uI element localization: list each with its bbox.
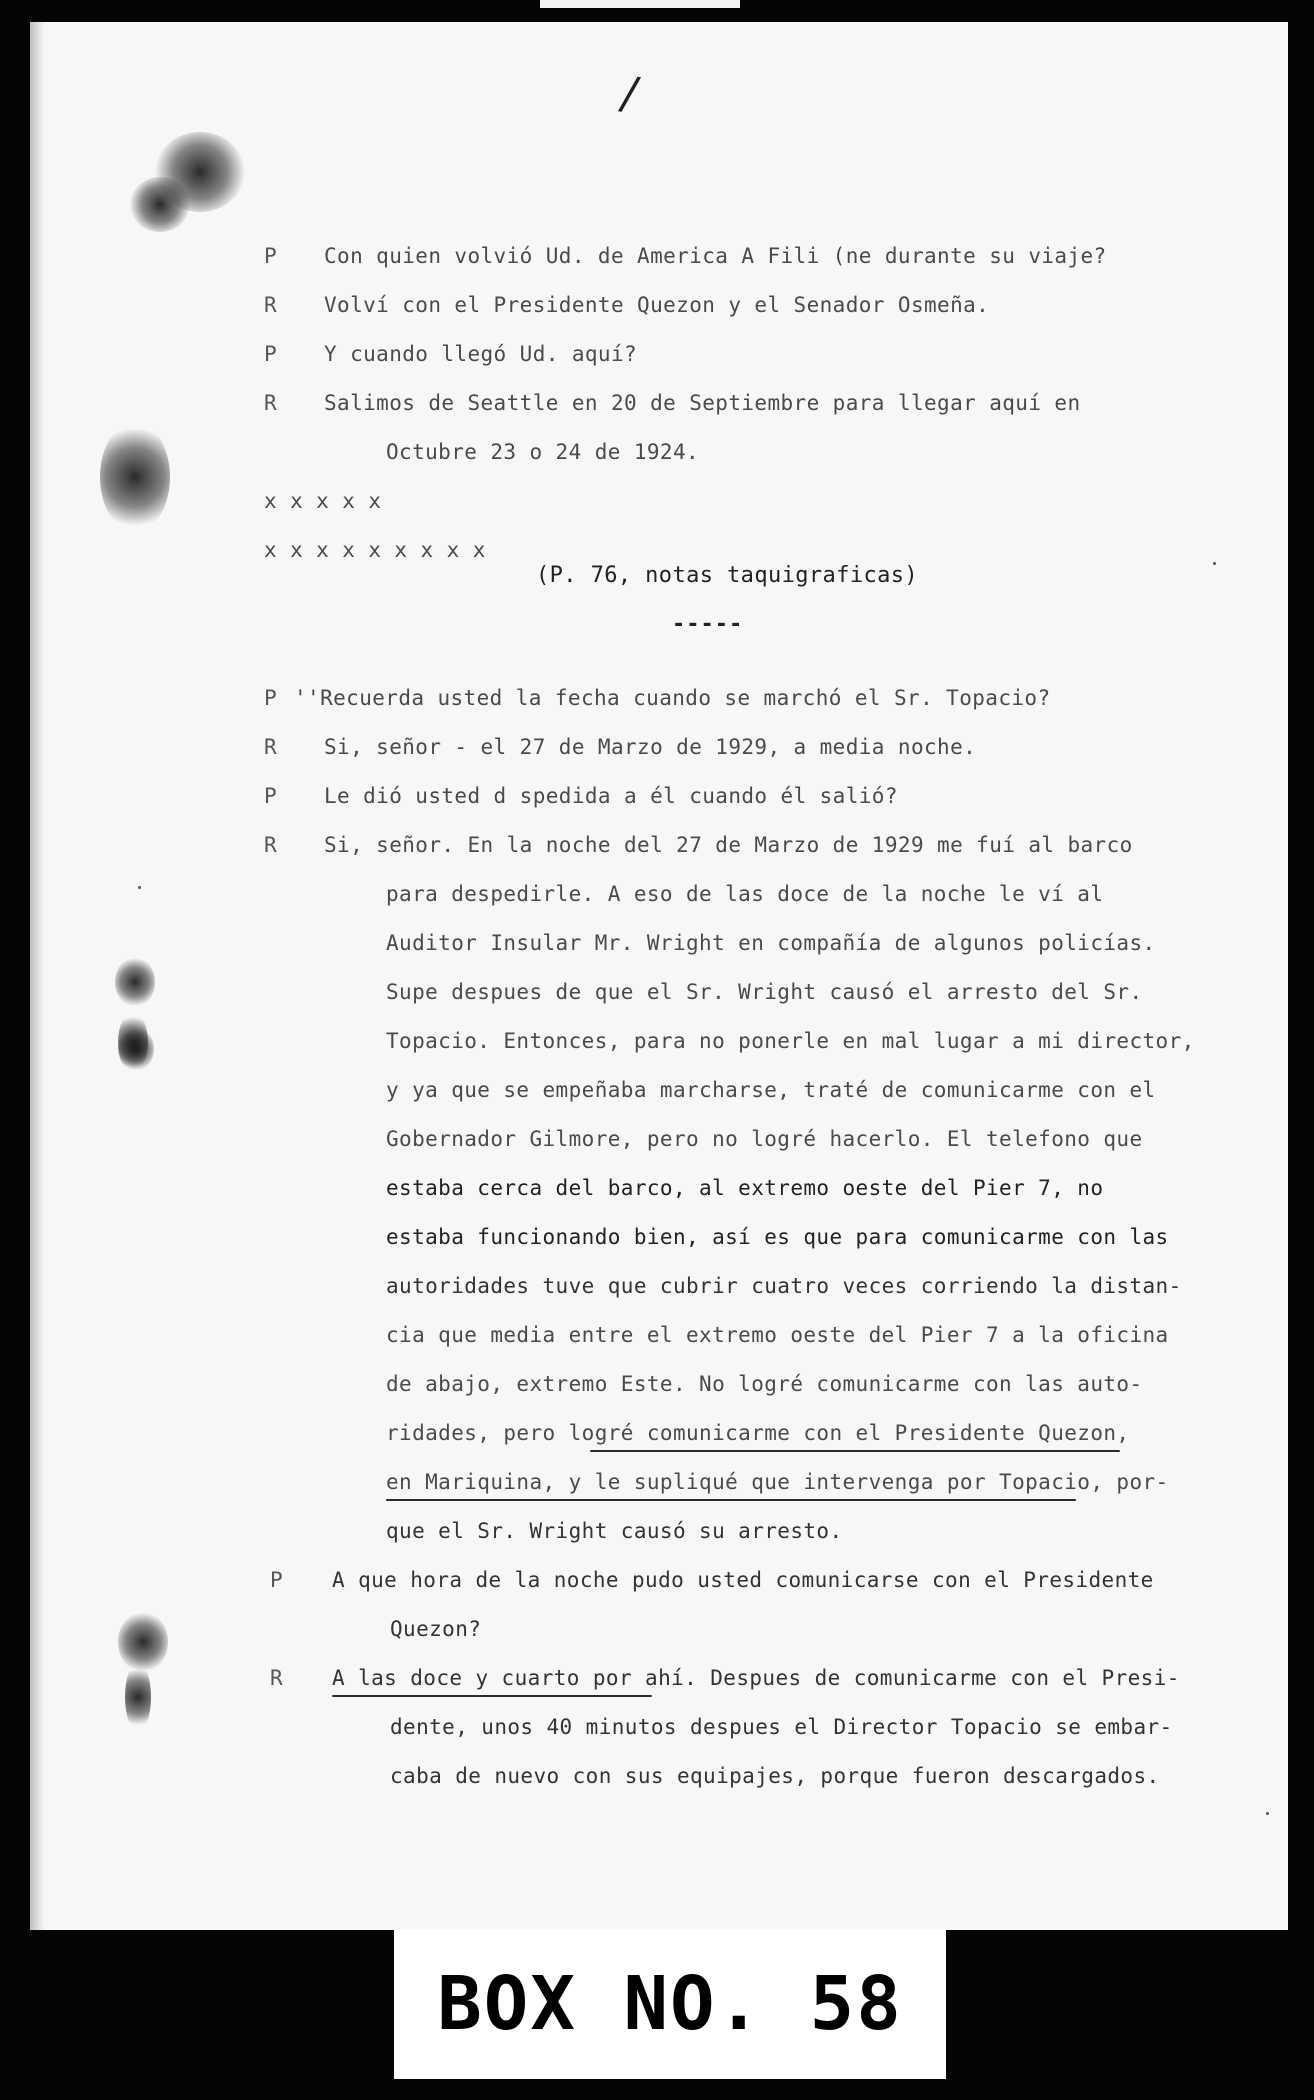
transcript-line: Salimos de Seattle en 20 de Septiembre para llegar aquí en [324, 391, 1081, 415]
transcript-line: Con quien volvió Ud. de America A Fili (ne durante su viaje? [324, 244, 1107, 268]
section-divider: ----- [672, 612, 744, 637]
speaker-label: R [264, 391, 277, 415]
speaker-label: P [264, 784, 277, 808]
transcript-line: Si, señor - el 27 de Marzo de 1929, a media noche. [324, 735, 977, 759]
speaker-label: R [264, 735, 277, 759]
box-label-text: BOX NO. 58 [437, 1961, 903, 2047]
transcript-line: en Mariquina, y le supliqué que intervenga por Topacio, por- [386, 1470, 1169, 1494]
ink-speck [1213, 562, 1216, 565]
transcript-line: dente, unos 40 minutos despues el Director Topacio se embar- [390, 1715, 1173, 1739]
transcript-line: Gobernador Gilmore, pero no logré hacerlo. El telefono que [386, 1127, 1143, 1151]
transcript-line: A las doce y cuarto por ahí. Despues de comunicarme con el Presi- [332, 1666, 1180, 1690]
transcript-line: Quezon? [390, 1617, 482, 1641]
ink-speck [1266, 1812, 1269, 1815]
ink-smudge [125, 1662, 151, 1732]
transcript-line: cia que media entre el extremo oeste del Pier 7 a la oficina [386, 1323, 1169, 1347]
ink-speck [138, 886, 141, 889]
ink-smudge [118, 1612, 168, 1672]
speaker-label: P [264, 342, 277, 366]
speaker-label: P [264, 244, 277, 268]
speaker-label: R [264, 833, 277, 857]
handwritten-underline [590, 1450, 1120, 1452]
box-label [394, 1929, 946, 2079]
ink-smudge [118, 1027, 154, 1071]
handwritten-underline [332, 1695, 652, 1697]
page-number: / [616, 64, 643, 122]
transcript-line: Octubre 23 o 24 de 1924. [386, 440, 700, 464]
transcript-line: y ya que se empeñaba marcharse, traté de comunicarme con el [386, 1078, 1156, 1102]
transcript-line: Auditor Insular Mr. Wright en compañía de algunos policías. [386, 931, 1156, 955]
ink-smudge [115, 957, 155, 1007]
ink-smudge [100, 422, 170, 532]
speaker-label: R [264, 293, 277, 317]
transcript-line: Supe despues de que el Sr. Wright causó el arresto del Sr. [386, 980, 1143, 1004]
separator-x: x x x x x [264, 489, 382, 513]
speaker-label: P [264, 686, 277, 710]
transcript-line: Volví con el Presidente Quezon y el Senador Osmeña. [324, 293, 990, 317]
speaker-label: R [270, 1666, 283, 1690]
transcript-line: estaba funcionando bien, así es que para comunicarme con las [386, 1225, 1169, 1249]
section-heading: (P. 76, notas taquigraficas) [536, 563, 919, 588]
transcript-line: Le dió usted d spedida a él cuando él salió? [324, 784, 898, 808]
transcript-line: autoridades tuve que cubrir cuatro veces corriendo la distan- [386, 1274, 1182, 1298]
transcript-line: A que hora de la noche pudo usted comunicarse con el Presidente [332, 1568, 1154, 1592]
transcript-line: estaba cerca del barco, al extremo oeste del Pier 7, no [386, 1176, 1104, 1200]
transcript-line: que el Sr. Wright causó su arresto. [386, 1519, 843, 1543]
handwritten-underline [386, 1499, 1076, 1501]
transcript-line: Si, señor. En la noche del 27 de Marzo de 1929 me fuí al barco [324, 833, 1133, 857]
document-page [30, 22, 1288, 1930]
transcript-line: para despedirle. A eso de las doce de la noche le ví al [386, 882, 1104, 906]
transcript-line: ridades, pero logré comunicarme con el Presidente Quezon, [386, 1421, 1130, 1445]
speaker-label: P [270, 1568, 283, 1592]
ink-smudge [130, 177, 190, 232]
transcript-line: caba de nuevo con sus equipajes, porque fueron descargados. [390, 1764, 1160, 1788]
transcript-line: ''Recuerda usted la fecha cuando se marchó el Sr. Topacio? [294, 686, 1051, 710]
transcript-line: Y cuando llegó Ud. aquí? [324, 342, 638, 366]
transcript-line: de abajo, extremo Este. No logré comunicarme con las auto- [386, 1372, 1143, 1396]
separator-x: x x x x x x x x x [264, 538, 486, 562]
top-paper-tab [540, 0, 740, 8]
transcript-line: Topacio. Entonces, para no ponerle en mal lugar a mi director, [386, 1029, 1195, 1053]
